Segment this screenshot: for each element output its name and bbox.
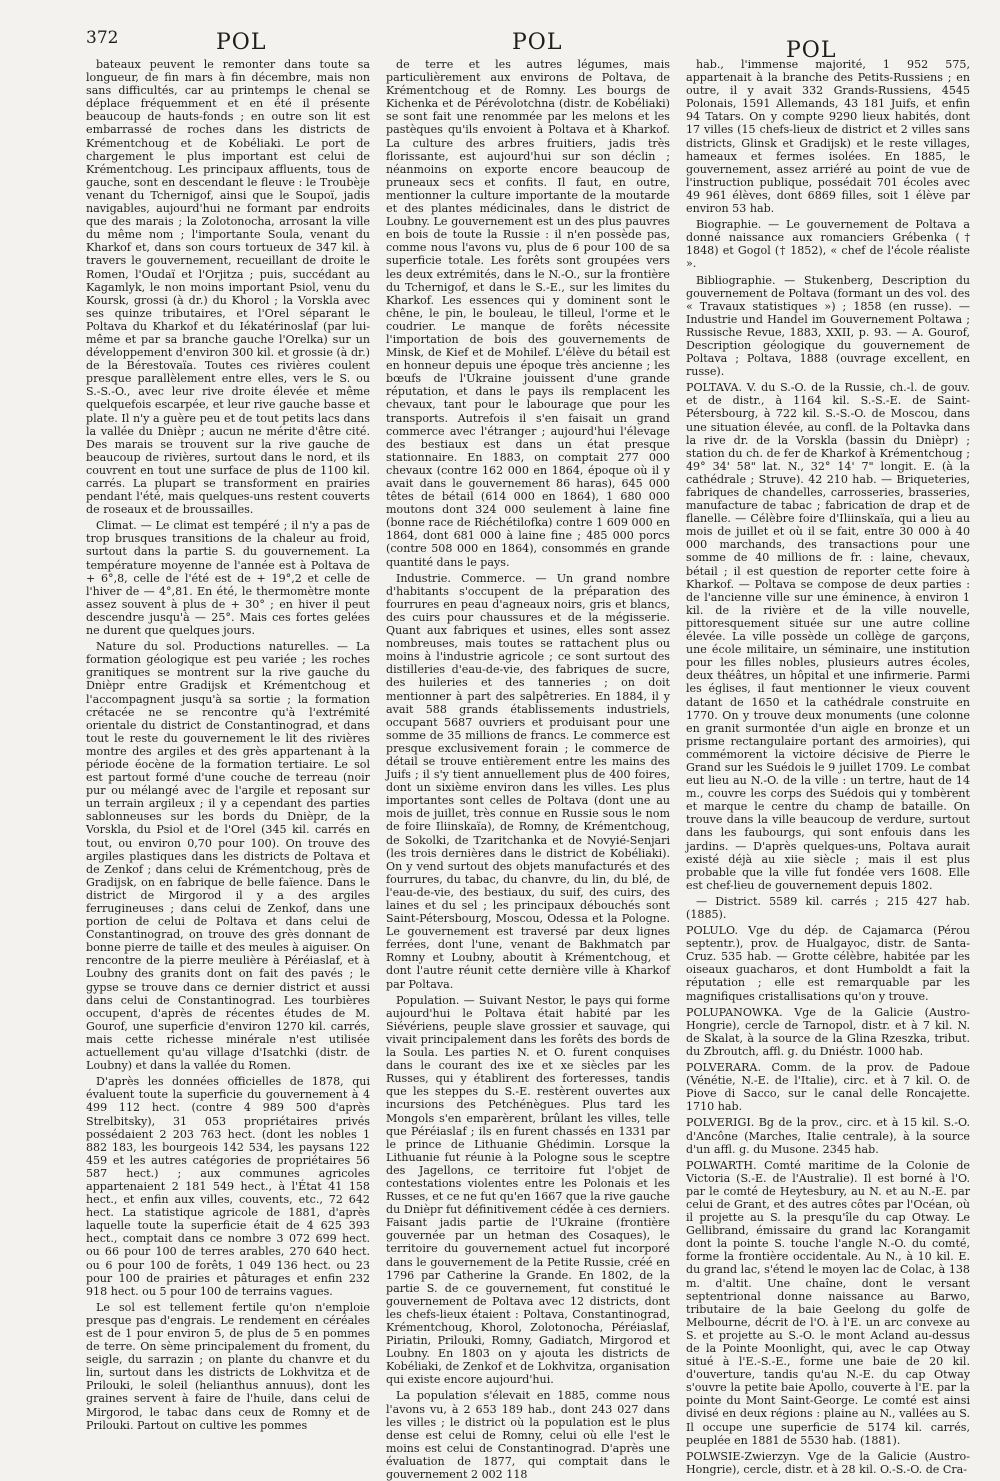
column-2 <box>386 58 670 1481</box>
paragraph: Le sol est tellement fertile qu'on n'emploie presque pas d'engrais. Le rendement en céréales est de 1 pour environ 5, de plus de 5 en pommes de terre. On sème principalement du froment, du seigle, du sarrazin ; on plante du chanvre et du lin, surtout dans les districts de Lokhvitza et de Prilouki, le soleil (helianthus annuus), dont les graines servent à faire de l'huile, dans celui de Mirgorod, le tabac dans ceux de Romny et de Prilouki. Partout on cultive les pommes <box>86 1300 370 1432</box>
paragraph: Climat. — Le climat est tempéré ; il n'y a pas de trop brusques transitions de la chaleur au froid, surtout dans la partie S. du gouvernement. La température moyenne de l'année est à Poltava de + 6°,8, celle de l'été est de + 19°,2 et celle de l'hiver de — 4°,81. En été, le thermomètre monte assez souvent à plus de + 30° ; en hiver il peut descendre jusqu'à — 25°. Mais ces fortes gelées ne durent que quelques jours. <box>86 519 370 638</box>
text-columns <box>86 58 970 1481</box>
entry-polverigi: POLVERIGI. Bg de la prov., circ. et à 15 kil. S.-O. d'Ancône (Marches, Italie centrale), à la source d'un affl. g. du Musone. 2345 hab. <box>686 1116 970 1156</box>
entry-polupanowka: POLUPANOWKA. Vge de la Galicie (Austro-Hongrie), cercle de Tarnopol, distr. et à 7 kil. N. de Skalat, à la source de la Glina Rzeszka, tribut. du Zbroutch, affl. g. du Dniéstr. 1000 hab. <box>686 1005 970 1058</box>
paragraph: Nature du sol. Productions naturelles. — La formation géologique est peu variée ; les roches granitiques se montrent sur la rive gauche du Dnièpr entre Gradijsk et Krémentchoug et l'accompagnent jusqu'à sa sortie ; la formation crétacée ne se rencontre qu'à l'extrémité orientale du district de Constantinograd, et dans tout le reste du gouvernement le lit des rivières montre des argiles et des grès appartenant à la période éocène de la formation tertiaire. Le sol est partout formé d'une couche de terreau (noir pur ou mélangé avec de l'argile et reposant sur un terrain argileux ; il y a cependant des parties sablonneuses sur les bords du Dnièpr, de la Vorskla, du Psiol et de l'Orel (345 kil. carrés en tout, ou environ 0,70 pour 100). On trouve des argiles plastiques dans les districts de Poltava et de Zenkof ; dans celui de Krémentchoug, près de Gradijsk, on en fabrique de belle faïence. Dans le district de Mirgorod il y a des argiles ferrugineuses ; dans celui de Zenkof, dans une portion de celui de Poltava et dans celui de Constantinograd, on trouve des grès donnant de bonne pierre de taille et des meules à aiguiser. On rencontre de la pierre meulière à Péréiaslaf, et à Loubny des granits dont on fait des pavés ; le gypse se trouve dans ce dernier district et aussi dans celui de Constantinograd. Les tourbières occupent, d'après de récentes études de M. Gourof, une superficie d'environ 1270 kil. carrés, mais cette richesse minérale n'est utilisée actuellement qu'au village d'Isatchki (distr. de Loubny) et dans la vallée du Romen. <box>86 640 370 1073</box>
paragraph: Biographie. — Le gouvernement de Poltava a donné naissance aux romanciers Grébenka († 1848) et Gogol († 1852), « chef de l'école réaliste ». <box>686 218 970 271</box>
paragraph: D'après les données officielles de 1878, qui évaluent toute la superficie du gouvernement à 4 499 112 hect. (contre 4 989 500 d'après Strelbitsky), 31 053 propriétaires privés possédaient 2 203 763 hect. (dont les nobles 1 882 183, les bourgeois 142 534, les paysans 122 459 et les autres catégories de propriétaires 56 587 hect.) ; aux communes agricoles appartenaient 2 181 549 hect., à l'État 41 158 hect., et enfin aux villes, couvents, etc., 72 642 hect. La statistique agricole de 1881, d'après laquelle toute la superficie était de 4 625 393 hect., comptait dans ce nombre 3 072 699 hect. ou 66 pour 100 de terres arables, 270 640 hect. ou 6 pour 100 de forêts, 1 049 136 hect. ou 23 pour 100 de prairies et pâturages et enfin 232 918 hect. ou 5 pour 100 de terrains vagues. <box>86 1075 370 1298</box>
page-number: 372 <box>86 28 119 48</box>
paragraph: Bibliographie. — Stukenberg, Description du gouvernement de Poltava (formant un des vol. des « Travaux statistiques ») ; 1858 (en russe). — Industrie und Handel im Gouvernement Poltawa ; Russische Revue, 1883, XXII, p. 93. — A. Gourof, Description géologique du gouvernement de Poltava ; Poltava, 1888 (ouvrage excellent, en russe). <box>686 273 970 379</box>
paragraph: La population s'élevait en 1885, comme nous l'avons vu, à 2 653 189 hab., dont 243 027 dans les villes ; le district où la population est le plus dense est celui de Romny, celui où elle l'est le moins est celui de Constantinograd. D'après une évaluation de 1877, qui comptait dans le gouvernement 2 002 118 <box>386 1389 670 1481</box>
entry-polwsie-zwierzyn: POLWSIE-Zwierzyn. Vge de la Galicie (Austro-Hongrie), cercle, distr. et à 28 kil. O.-S.-O. de Cra- <box>686 1449 970 1476</box>
paragraph: Population. — Suivant Nestor, le pays qui forme aujourd'hui le Poltava était habité par les Siévériens, peuple slave grossier et sauvage, qui vivait principalement dans les forêts des bords de la Soula. Les parties N. et O. furent conquises dans le courant des ixe et xe siècles par les Russes, qui y établirent des forteresses, tandis que les steppes du S.-E. restèrent ouvertes aux incursions des Petchénègues. Plus tard les Mongols s'en emparèrent, brûlant les villes, telle que Péréiaslaf ; ils en furent chassés en 1331 par le prince de Lithuanie Ghédimin. Lorsque la Lithuanie fut réunie à la Pologne sous le sceptre des Jagellons, ce territoire fut l'objet de contestations violentes entre les Polonais et les Russes, et ce ne fut qu'en 1667 que la rive gauche du Dnièpr fut définitivement cédée à ces derniers. Faisant jadis partie de l'Ukraine (frontière gouvernée par un hetman des Cosaques), le territoire du gouvernement actuel fut incorporé dans le gouvernement de la Petite Russie, créé en 1796 par Catherine la Grande. En 1802, de la partie S. de ce gouvernement, fut constitué le gouvernement de Poltava avec 12 districts, dont les chefs-lieux étaient : Poltava, Constantinograd, Krémentchoug, Khorol, Zolotonocha, Péréiaslaf, Piriatin, Prilouki, Romny, Gadiatch, Mirgorod et Loubny. En 1803 on y ajouta les districts de Kobéliaki, de Zenkof et de Lokhvitza, organisation qui existe encore aujourd'hui. <box>386 993 670 1387</box>
running-head-right: POL <box>786 38 837 63</box>
entry-polwarth: POLWARTH. Comté maritime de la Colonie de Victoria (S.-E. de l'Australie). Il est borné à l'O. par le comté de Heytesbury, au N. et au N.-E. par celui de Grant, et des autres côtes par l'Océan, où il projette au S. la presqu'île du cap Otway. Le Gellibrand, émissaire du grand lac Korangamit dont la pointe S. touche l'angle N.-O. du comté, forme la frontière occidentale. Au N., à 10 kil. E. du grand lac, s'étend le moyen lac de Colac, à 138 m. d'altit. Une chaîne, dont le versant septentrional donne naissance au Barwo, tributaire de la baie Geelong du golfe de Melbourne, décrit de l'O. à l'E. un arc convexe au S. et projette au S.-O. le mont Acland au-dessus de la Pointe Moonlight, qui, avec le cap Otway situé à l'E.-S.-E., forme une baie de 20 kil. d'ouverture, tandis qu'au N.-E. du cap Otway s'ouvre la petite baie Apollo, couverte à l'E. par la pointe du Mont Saint-George. Le comté est ainsi divisé en deux régions : plaine au N., vallées au S. Il occupe une superficie de 5174 kil. carrés, peuplée en 1881 de 5530 hab. (1881). <box>686 1158 970 1447</box>
paragraph: hab., l'immense majorité, 1 952 575, appartenait à la branche des Petits-Russiens ; en outre, il y avait 332 Grands-Russiens, 4545 Polonais, 1591 Allemands, 43 181 Juifs, et enfin 94 Tatars. On y compte 9290 lieux habités, dont 17 villes (15 chefs-lieux de district et 2 villes sans districts, Glinsk et Gradijsk) et le reste villages, hameaux et fermes isolées. En 1885, le gouvernement, assez arriéré au point de vue de l'instruction publique, possédait 701 écoles avec 49 961 élèves, dont 6869 filles, soit 1 élève par environ 53 hab. <box>686 58 970 216</box>
entry-polverara: POLVERARA. Comm. de la prov. de Padoue (Vénétie, N.-E. de l'Italie), circ. et à 7 kil. O. de Piove di Sacco, sur le canal delle Roncajette. 1710 hab. <box>686 1061 970 1114</box>
paragraph: — District. 5589 kil. carrés ; 215 427 hab. (1885). <box>686 894 970 921</box>
page-header <box>0 0 1000 63</box>
running-head-center: POL <box>512 30 563 55</box>
column-1 <box>86 58 370 1432</box>
paragraph: de terre et les autres légumes, mais particulièrement aux environs de Poltava, de Krémentchoug et de Romny. Les bourgs de Kichenka et de Pérévolotchna (distr. de Kobéliaki) se sont fait une renommée par les melons et les pastèques qu'ils envoient à Poltava et à Kharkof. La culture des arbres fruitiers, jadis très florissante, est aujourd'hui sur son déclin ; néanmoins on exporte encore beaucoup de pruneaux secs et confits. Il faut, en outre, mentionner la culture importante de la moutarde et des plantes médicinales, dans le district de Loubny. Le gouvernement est un des plus pauvres en bois de toute la Russie : il n'en possède pas, comme nous l'avons vu, plus de 6 pour 100 de sa superficie totale. Les forêts sont groupées vers les deux extrémités, dans le N.-O., sur la frontière du Tchernigof, et dans le S.-E., sur les limites du Kharkof. Les essences qui y dominent sont le chêne, le pin, le bouleau, le tilleul, l'orme et le coudrier. Le manque de forêts nécessite l'importation de bois des gouvernements de Minsk, de Kief et de Mohilef. L'élève du bétail est en honneur depuis une époque très ancienne ; les bœufs de l'Ukraine jouissent d'une grande réputation, et dans le pays ils remplacent les chevaux, tant pour le labourage que pour les transports. Autrefois il s'en faisait un grand commerce avec l'étranger ; aujourd'hui l'élevage des bestiaux est dans un état presque stationnaire. En 1883, on comptait 277 000 chevaux (contre 162 000 en 1864, époque où il y avait dans le gouvernement 86 haras), 645 000 têtes de bétail (614 000 en 1864), 1 680 000 moutons dont 324 000 seulement à laine fine (bonne race de Riéchétilofka) contre 1 609 000 en 1864, dont 681 000 à laine fine ; 485 000 porcs (contre 508 000 en 1864), consommés en grande quantité dans le pays. <box>386 58 670 569</box>
entry-poltava: POLTAVA. V. du S.-O. de la Russie, ch.-l. de gouv. et de distr., à 1164 kil. S.-S.-E. de Saint-Pétersbourg, à 722 kil. S.-S.-O. de Moscou, dans une situation élevée, au confl. de la Poltavka dans la rive dr. de la Vorskla (bassin du Dnièpr) ; station du ch. de fer de Kharkof à Krémentchoug ; 49° 34' 58" lat. N., 32° 14' 7" longit. E. (à la cathédrale ; Struve). 42 210 hab. — Briqueteries, fabriques de chandelles, carrosseries, brasseries, manufacture de tabac ; fabrication de drap et de flanelle. — Célèbre foire d'Iliinskaïa, qui a lieu au mois de juillet et où il se fait, entre 30 000 à 40 000 marchands, des transactions pour une somme de 40 millions de fr. : laine, chevaux, bétail ; il est question de reporter cette foire à Kharkof. — Poltava se compose de deux parties : de l'ancienne ville sur une éminence, à environ 1 kil. de la rivière et de la ville nouvelle, pittoresquement située sur une autre colline élevée. La ville possède un collège de garçons, une école militaire, un séminaire, une institution pour les filles nobles, plusieurs autres écoles, deux théâtres, un hôpital et une infirmerie. Parmi les églises, il faut mentionner le vieux couvent datant de 1650 et la cathédrale construite en 1770. On y trouve deux monuments (une colonne en granit surmontée d'un aigle en bronze et un prisme rectangulaire portant des armoiries), qui commémorent la victoire décisive de Pierre le Grand sur les Suédois le 9 juillet 1709. Le combat eut lieu au N.-O. de la ville : un tertre, haut de 14 m., couvre les corps des Suédois qui y tombèrent et marque le centre du champ de bataille. On trouve dans la ville beaucoup de verdure, surtout dans les faubourgs, qui sont enfouis dans les jardins. — D'après quelques-uns, Poltava aurait existé déjà au xiie siècle ; mais il est plus probable que la ville fut fondée vers 1608. Elle est chef-lieu de gouvernement depuis 1802. <box>686 381 970 892</box>
entry-polulo: POLULO. Vge du dép. de Cajamarca (Pérou septentr.), prov. de Hualgayoc, distr. de Santa-Cruz. 535 hab. — Grotte célèbre, habitée par les oiseaux guacharos, et dont Humboldt a fait la réputation ; elle est remarquable par les magnifiques cristallisations qu'on y trouve. <box>686 924 970 1003</box>
column-3 <box>686 58 970 1476</box>
paragraph: Industrie. Commerce. — Un grand nombre d'habitants s'occupent de la préparation des fourrures en peau d'agneaux noirs, gris et blancs, des cuirs pour chaussures et de la mégisserie. Quant aux fabriques et usines, elles sont assez nombreuses, mais toutes se rattachent plus ou moins à l'industrie agricole ; ce sont surtout des distilleries d'eau-de-vie, des fabriques de sucre, des huileries et des tanneries ; on doit mentionner à part des salpêtreries. En 1884, il y avait 588 grands établissements industriels, occupant 5687 ouvriers et produisant pour une somme de 35 millions de francs. Le commerce est presque exclusivement forain ; le commerce de détail se trouve entièrement entre les mains des Juifs ; il s'y tient annuellement plus de 400 foires, dont un sixième environ dans les villes. Les plus importantes sont celles de Poltava (dont une au mois de juillet, très connue en Russie sous le nom de foire Iliinskaïa), de Romny, de Krémentchoug, de Sokolki, de Tzaritchanka et de Novyié-Senjari (les trois dernières dans le district de Kobéliaki). On y vend surtout des objets manufacturés et des fourrures, du tabac, du chanvre, du lin, du blé, de l'eau-de-vie, des bestiaux, du suif, des cuirs, des laines et du sel ; les principaux débouchés sont Saint-Pétersbourg, Moscou, Odessa et la Pologne. Le gouvernement est traversé par deux lignes ferrées, dont l'une, venant de Bakhmatch par Romny et Loubny, aboutit à Krémentchoug, et dont l'autre réunit cette dernière ville à Kharkof par Poltava. <box>386 571 670 991</box>
running-head-left: POL <box>216 30 267 55</box>
paragraph: bateaux peuvent le remonter dans toute sa longueur, de fin mars à fin décembre, mais non sans difficultés, car au printemps le chenal se déplace fréquemment et en été il présente beaucoup de hauts-fonds ; en outre son lit est embarrassé de roches dans les districts de Krémentchoug et de Kobéliaki. Le port de chargement le plus important est celui de Krémentchoug. Les principaux affluents, tous de gauche, sont en descendant le fleuve : le Troubèje venant du Tchernigof, ainsi que le Soupoï, jadis navigables, aujourd'hui ne formant par endroits que des marais ; la Zolotonocha, arrosant la ville du même nom ; l'importante Soula, venant du Kharkof et, dans son cours tortueux de 347 kil. à travers le gouvernement, recueillant de droite le Romen, l'Oudaï et l'Orjitza ; puis, succédant au Kagamlyk, le non moins important Psiol, venu du Koursk, grossi (à dr.) du Khorol ; la Vorskla avec ses quinze tributaires, et l'Orel séparant le Poltava du Kharkof et du Iékatérinoslaf (par lui-même et par sa branche gauche l'Orelka) sur un développement d'environ 300 kil. et grossie (à dr.) de la Bérestovaïa. Toutes ces rivières coulent presque parallèlement entre elles, vers le S. ou S.-S.-O., avec leur rive droite élevée et même quelquefois escarpée, et leur rive gauche basse et plate. Il n'y a guère peu et de tout petits lacs dans la vallée du Dnièpr ; aucun ne mérite d'être cité. Des marais se trouvent sur la rive gauche de beaucoup de rivières, surtout dans le nord, et ils couvrent en tout une surface de plus de 1100 kil. carrés. La plupart se transforment en prairies pendant l'été, mais quelques-uns restent couverts de roseaux et de broussailles. <box>86 58 370 517</box>
